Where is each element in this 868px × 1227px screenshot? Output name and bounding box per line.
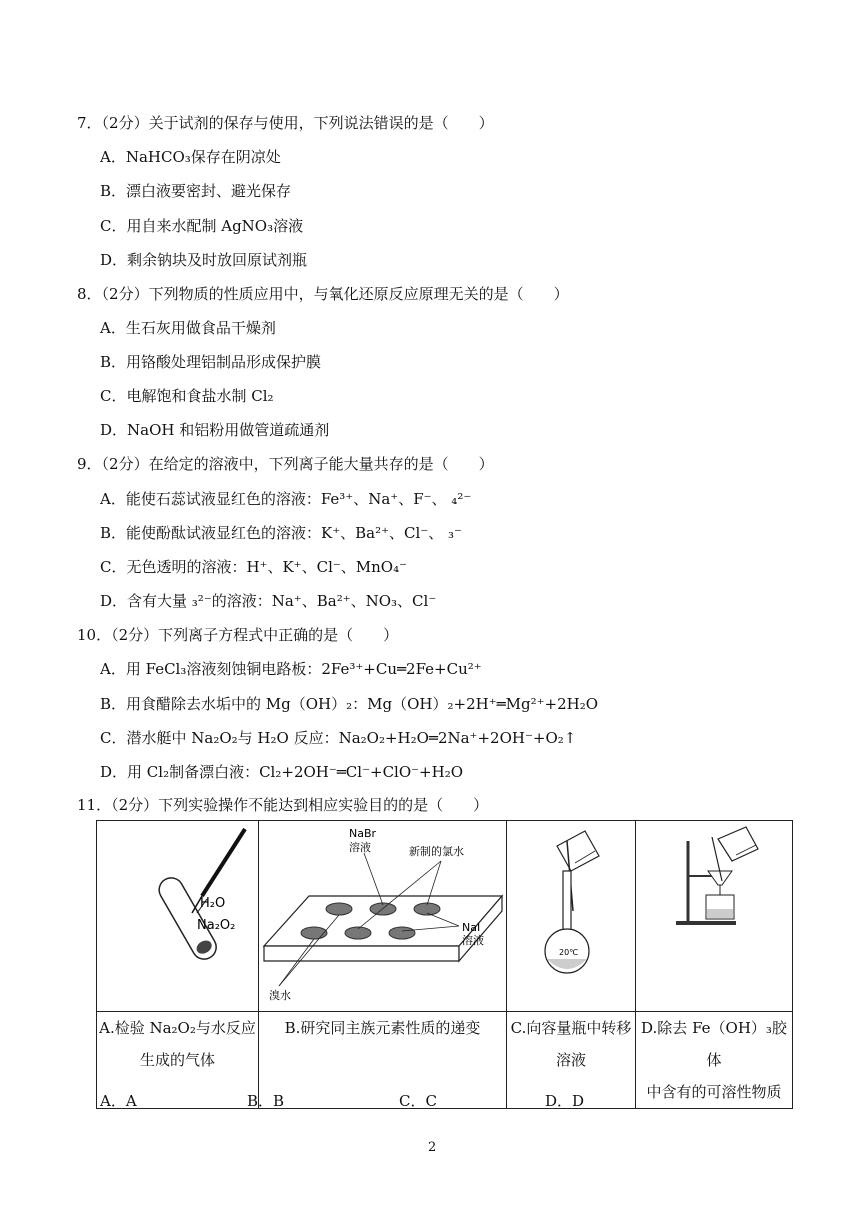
fig-b-label-nai: NaI	[462, 921, 481, 934]
q8-stem: 8．（2分）下列物质的性质应用中，与氧化还原反应原理无关的是（ ）	[77, 285, 569, 303]
volumetric-flask-figure	[507, 821, 635, 1007]
q7-stem: 7．（2分）关于试剂的保存与使用，下列说法错误的是（ ）	[77, 114, 494, 132]
page-number: 2	[428, 1140, 437, 1155]
q7-option-b: B．漂白液要密封、避光保存	[100, 182, 292, 200]
q11-answer-c: C．C	[399, 1092, 437, 1110]
q8-option-c: C．电解饱和食盐水制 Cl₂	[100, 387, 274, 405]
q7-option-d: D．剩余钠块及时放回原试剂瓶	[100, 251, 308, 269]
fig-a-label-h2o: H₂O	[200, 896, 226, 911]
figure-d-cell	[636, 821, 793, 1012]
q10-option-a: A．用 FeCl₃溶液刻蚀铜电路板：2Fe³⁺+Cu═2Fe+Cu²⁺	[100, 660, 482, 678]
q11-stem: 11．（2分）下列实验操作不能达到相应实验目的的是（ ）	[77, 796, 489, 814]
q9-stem: 9．（2分）在给定的溶液中，下列离子能大量共存的是（ ）	[77, 455, 494, 473]
q10-option-b: B．用食醋除去水垢中的 Mg（OH）₂：Mg（OH）₂+2H⁺═Mg²⁺+2H₂O	[100, 695, 599, 713]
q11-answer-d: D．D	[545, 1092, 585, 1110]
q11-answer-a: A．A	[100, 1092, 137, 1110]
q9-option-c: C．无色透明的溶液：H⁺、K⁺、Cl⁻、MnO₄⁻	[100, 558, 408, 576]
experiment-table	[96, 820, 793, 1109]
q10-option-c: C．潜水艇中 Na₂O₂与 H₂O 反应：Na₂O₂+H₂O═2Na⁺+2OH⁻+O₂↑	[100, 729, 577, 747]
fig-b-label-chlorine-water: 新制的氯水	[409, 845, 464, 858]
q10-stem: 10．（2分）下列离子方程式中正确的是（ ）	[77, 626, 399, 644]
q8-option-d: D．NaOH 和铝粉用做管道疏通剂	[100, 421, 330, 439]
figure-c-cell	[507, 821, 636, 1012]
q11-answer-b: B．B	[247, 1092, 285, 1110]
caption-b: B.研究同主族元素性质的递变	[259, 1012, 507, 1109]
caption-d: D.除去 Fe（OH）₃胶体 中含有的可溶性物质	[636, 1012, 793, 1109]
q9-option-b: B．能使酚酞试液显红色的溶液：K⁺、Ba²⁺、Cl⁻、 ₃⁻	[100, 524, 462, 542]
q9-option-a: A．能使石蕊试液显红色的溶液：Fe³⁺、Na⁺、F⁻、 ₄²⁻	[100, 490, 472, 508]
spot-plate-figure	[259, 821, 506, 1007]
q7-option-a: A．NaHCO₃保存在阴凉处	[100, 148, 281, 166]
fig-b-label-bromine-water: 溴水	[269, 989, 291, 1002]
q8-option-b: B．用铬酸处理铝制品形成保护膜	[100, 353, 322, 371]
fig-b-label-solution2: 溶液	[462, 934, 484, 947]
test-tube-figure	[97, 821, 258, 1007]
caption-a: A.检验 Na₂O₂与水反应 生成的气体	[97, 1012, 259, 1109]
fig-b-label-solution1: 溶液	[349, 841, 371, 854]
q10-option-d: D．用 Cl₂制备漂白液：Cl₂+2OH⁻═Cl⁻+ClO⁻+H₂O	[100, 763, 464, 781]
fig-a-label-na2o2: Na₂O₂	[197, 918, 236, 933]
fig-c-label-temperature: 20℃	[559, 948, 579, 957]
q8-option-a: A．生石灰用做食品干燥剂	[100, 319, 276, 337]
figure-a-cell	[97, 821, 259, 1012]
q7-option-c: C．用自来水配制 AgNO₃溶液	[100, 217, 304, 235]
q9-option-d: D．含有大量 ₃²⁻的溶液：Na⁺、Ba²⁺、NO₃、Cl⁻	[100, 592, 437, 610]
fig-b-label-nabr: NaBr	[349, 827, 377, 840]
caption-c: C.向容量瓶中转移 溶液	[507, 1012, 636, 1109]
figure-b-cell	[259, 821, 507, 1012]
filtration-figure	[636, 821, 792, 1007]
